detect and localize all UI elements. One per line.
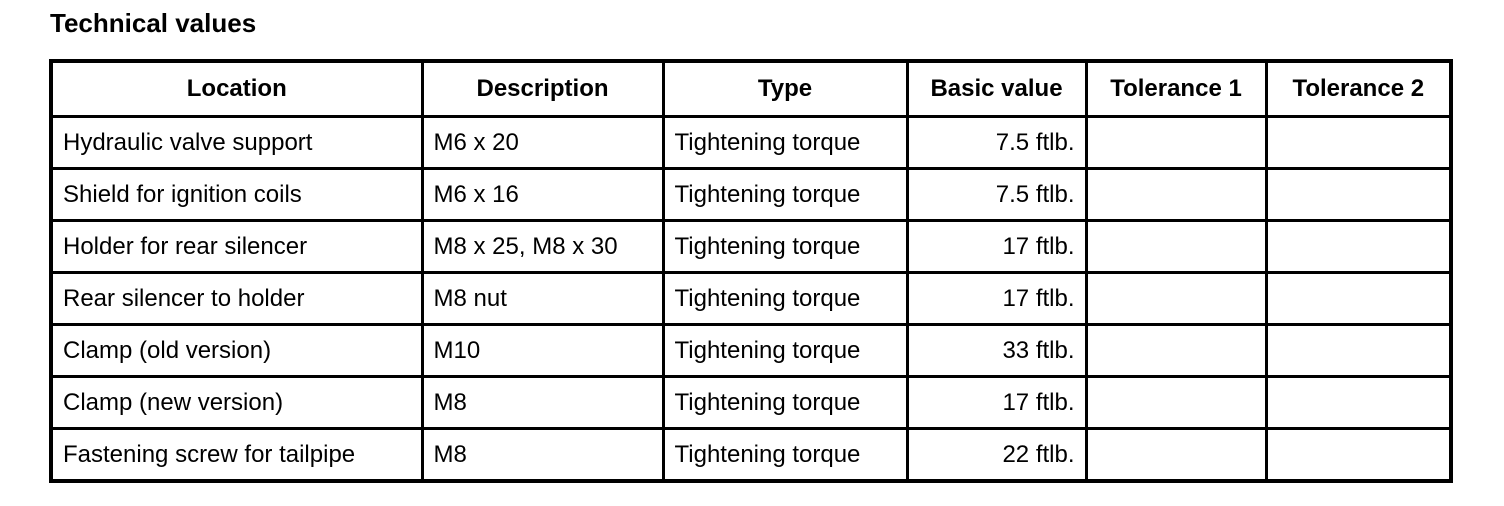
table-row [51, 273, 1451, 325]
cell-tolerance-2 [1266, 273, 1451, 325]
cell-type: Tightening torque [663, 117, 907, 169]
cell-type: Tightening torque [663, 273, 907, 325]
cell-type: Tightening torque [663, 377, 907, 429]
cell-description: M8 [422, 429, 663, 482]
table-row [51, 325, 1451, 377]
table-row [51, 117, 1451, 169]
cell-tolerance-2 [1266, 169, 1451, 221]
cell-tolerance-1 [1086, 325, 1266, 377]
cell-basic-value: 22 ftlb. [907, 429, 1086, 482]
cell-tolerance-2 [1266, 221, 1451, 273]
cell-tolerance-1 [1086, 221, 1266, 273]
cell-basic-value: 7.5 ftlb. [907, 169, 1086, 221]
cell-location: Clamp (new version) [51, 377, 422, 429]
table-row [51, 429, 1451, 482]
cell-tolerance-1 [1086, 117, 1266, 169]
cell-location: Rear silencer to holder [51, 273, 422, 325]
cell-tolerance-2 [1266, 429, 1451, 482]
cell-basic-value: 17 ftlb. [907, 273, 1086, 325]
page-title: Technical values [50, 8, 257, 38]
header-description: Description [422, 61, 663, 117]
cell-location: Clamp (old version) [51, 325, 422, 377]
cell-tolerance-1 [1086, 377, 1266, 429]
cell-basic-value: 17 ftlb. [907, 221, 1086, 273]
cell-basic-value: 17 ftlb. [907, 377, 1086, 429]
header-tolerance-2: Tolerance 2 [1266, 61, 1451, 117]
header-type: Type [663, 61, 907, 117]
table-header-row [51, 61, 1451, 117]
cell-type: Tightening torque [663, 429, 907, 482]
cell-description: M10 [422, 325, 663, 377]
cell-type: Tightening torque [663, 169, 907, 221]
cell-location: Hydraulic valve support [51, 117, 422, 169]
cell-type: Tightening torque [663, 325, 907, 377]
cell-tolerance-1 [1086, 273, 1266, 325]
header-basic-value: Basic value [907, 61, 1086, 117]
cell-description: M8 x 25, M8 x 30 [422, 221, 663, 273]
cell-type: Tightening torque [663, 221, 907, 273]
cell-basic-value: 7.5 ftlb. [907, 117, 1086, 169]
cell-basic-value: 33 ftlb. [907, 325, 1086, 377]
cell-location: Holder for rear silencer [51, 221, 422, 273]
cell-description: M6 x 16 [422, 169, 663, 221]
technical-values-table [49, 59, 1453, 483]
cell-tolerance-2 [1266, 325, 1451, 377]
cell-description: M8 [422, 377, 663, 429]
cell-description: M8 nut [422, 273, 663, 325]
header-tolerance-1: Tolerance 1 [1086, 61, 1266, 117]
cell-location: Shield for ignition coils [51, 169, 422, 221]
cell-tolerance-2 [1266, 117, 1451, 169]
cell-tolerance-1 [1086, 429, 1266, 482]
table-row [51, 377, 1451, 429]
cell-tolerance-1 [1086, 169, 1266, 221]
header-location: Location [51, 61, 422, 117]
table-row [51, 169, 1451, 221]
cell-location: Fastening screw for tailpipe [51, 429, 422, 482]
cell-tolerance-2 [1266, 377, 1451, 429]
table-row [51, 221, 1451, 273]
cell-description: M6 x 20 [422, 117, 663, 169]
